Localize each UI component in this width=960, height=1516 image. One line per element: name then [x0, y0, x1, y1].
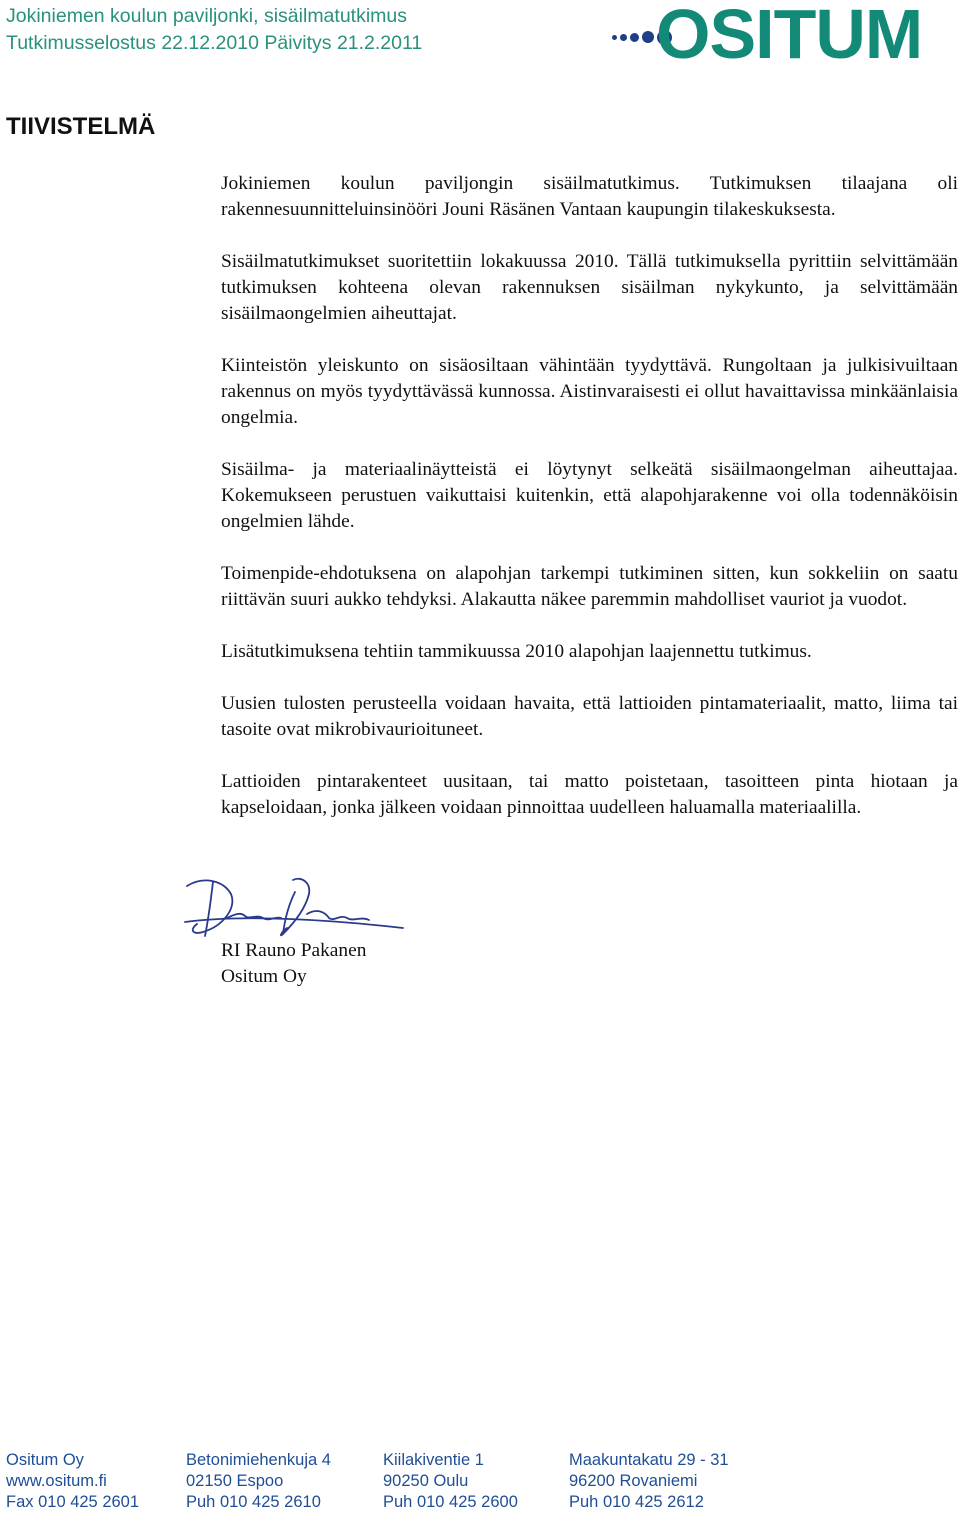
document-header	[6, 3, 422, 57]
footer-line: Puh 010 425 2600	[383, 1493, 518, 1511]
ositum-logo	[612, 0, 923, 73]
footer-column-company	[6, 1450, 139, 1513]
footer-line: 02150 Espoo	[186, 1472, 284, 1490]
footer-line: 96200 Rovaniemi	[569, 1472, 698, 1490]
footer-line: www.ositum.fi	[6, 1472, 107, 1490]
header-title-line1: Jokiniemen koulun paviljonki, sisäilmatutkimus	[6, 5, 408, 27]
footer-line: Kiilakiventie 1	[383, 1451, 484, 1469]
footer-line: Fax 010 425 2601	[6, 1493, 140, 1511]
handwritten-signature	[183, 874, 408, 944]
footer-line: 90250 Oulu	[383, 1472, 469, 1490]
paragraph: Jokiniemen koulun paviljongin sisäilmatutkimus. Tutkimuksen tilaajana oli rakennesuunnitteluinsinööri Jouni Räsänen Vantaan kaupungin tilakeskuksesta.	[221, 173, 958, 220]
summary-body	[221, 171, 958, 847]
paragraph: Toimenpide-ehdotuksena on alapohjan tarkempi tutkiminen sitten, kun sokkeliin on saatu riittävän suuri aukko tehdyksi. Alakautta näkee paremmin mahdolliset vauriot ja vuodot.	[221, 563, 958, 610]
footer-line: Betonimiehenkuja 4	[186, 1451, 331, 1469]
logo-wordmark: OSITUM	[656, 0, 923, 73]
footer-line: Ositum Oy	[6, 1451, 84, 1469]
paragraph: Lisätutkimuksena tehtiin tammikuussa 2010 alapohjan laajennettu tutkimus.	[221, 641, 812, 662]
footer	[6, 1450, 946, 1516]
signer-name: RI Rauno Pakanen	[221, 940, 367, 961]
paragraph: Sisäilma- ja materiaalinäytteistä ei löytynyt selkeätä sisäilmaongelman aiheuttajaa. Kokemukseen perustuen vaikuttaisi kuitenkin, että alapohjarakenne voi olla todennäköisin ongelmien lähde.	[221, 459, 958, 532]
paragraph: Uusien tulosten perusteella voidaan havaita, että lattioiden pintamateriaalit, matto, liima tai tasoite ovat mikrobivaurioituneet.	[221, 693, 958, 740]
signature-block	[221, 938, 366, 990]
section-heading: TIIVISTELMÄ	[6, 113, 156, 140]
footer-column-rovaniemi	[569, 1450, 729, 1513]
paragraph: Kiinteistön yleiskunto on sisäosiltaan vähintään tyydyttävä. Rungoltaan ja julkisivuiltaan rakennus on myös tyydyttävässä kunnossa. Aistinvaraisesti ei ollut havaittavissa minkäänlaisia ongelmia.	[221, 355, 958, 428]
paragraph: Lattioiden pintarakenteet uusitaan, tai matto poistetaan, tasoitteen pinta hiotaan ja kapseloidaan, jonka jälkeen voidaan pinnoittaa uudelleen haluamalla materiaalilla.	[221, 771, 958, 818]
footer-line: Puh 010 425 2610	[186, 1493, 321, 1511]
footer-column-oulu	[383, 1450, 518, 1513]
footer-column-espoo	[186, 1450, 331, 1513]
footer-line: Puh 010 425 2612	[569, 1493, 704, 1511]
paragraph: Sisäilmatutkimukset suoritettiin lokakuussa 2010. Tällä tutkimuksella pyrittiin selvittämään tutkimuksen kohteena olevan rakennuksen sisäilman nykykunto, ja selvittämään sisäilmaongelmien aiheuttajat.	[221, 251, 958, 324]
signer-company: Ositum Oy	[221, 966, 307, 987]
footer-line: Maakuntakatu 29 - 31	[569, 1451, 729, 1469]
header-title-line2: Tutkimusselostus 22.12.2010 Päivitys 21.2.2011	[6, 32, 423, 54]
